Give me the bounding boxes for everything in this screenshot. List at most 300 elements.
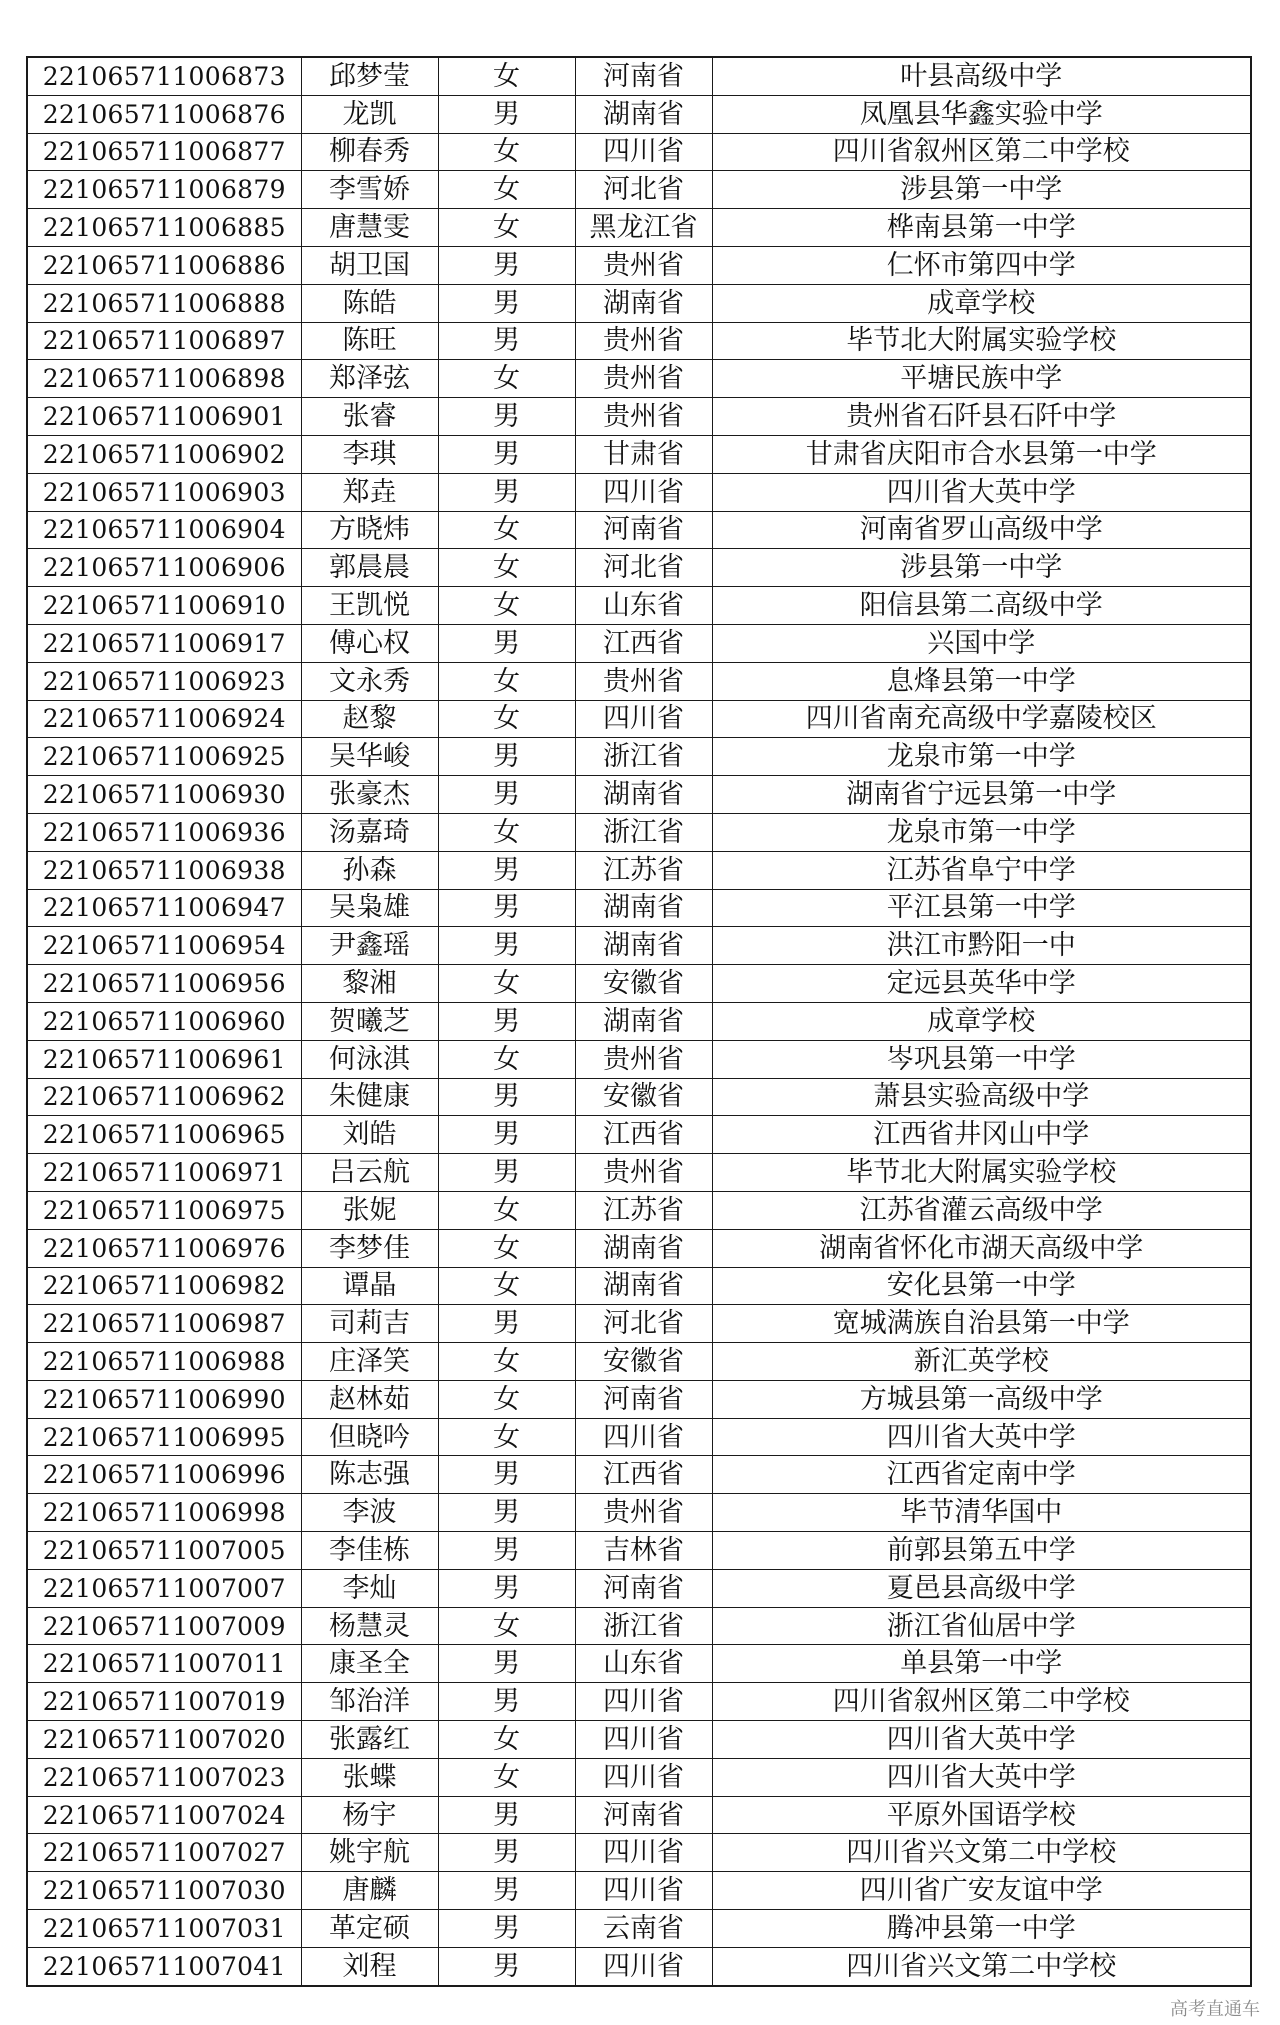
gender-cell: 女 xyxy=(438,662,575,700)
candidate-id-cell: 221065711006938 xyxy=(27,851,301,889)
table-row xyxy=(27,1116,1251,1154)
candidate-id-cell: 221065711006982 xyxy=(27,1267,301,1305)
name-cell: 司莉吉 xyxy=(301,1305,438,1343)
name-cell: 吴枭雄 xyxy=(301,889,438,927)
gender-cell: 女 xyxy=(438,549,575,587)
name-cell: 郑垚 xyxy=(301,473,438,511)
candidate-id-cell: 221065711006988 xyxy=(27,1343,301,1381)
school-cell: 江西省定南中学 xyxy=(712,1456,1251,1494)
name-cell: 陈皓 xyxy=(301,284,438,322)
school-cell: 叶县高级中学 xyxy=(712,57,1251,95)
table-row xyxy=(27,1532,1251,1570)
gender-cell: 女 xyxy=(438,1343,575,1381)
table-row xyxy=(27,1910,1251,1948)
gender-cell: 男 xyxy=(438,1872,575,1910)
province-cell: 贵州省 xyxy=(575,1040,712,1078)
roster-body xyxy=(27,57,1251,1986)
school-cell: 湖南省怀化市湖天高级中学 xyxy=(712,1229,1251,1267)
school-cell: 萧县实验高级中学 xyxy=(712,1078,1251,1116)
province-cell: 河南省 xyxy=(575,511,712,549)
school-cell: 平原外国语学校 xyxy=(712,1796,1251,1834)
table-row xyxy=(27,965,1251,1003)
province-cell: 浙江省 xyxy=(575,813,712,851)
candidate-id-cell: 221065711006976 xyxy=(27,1229,301,1267)
gender-cell: 男 xyxy=(438,246,575,284)
gender-cell: 男 xyxy=(438,1569,575,1607)
province-cell: 浙江省 xyxy=(575,738,712,776)
gender-cell: 男 xyxy=(438,1154,575,1192)
table-row xyxy=(27,511,1251,549)
candidate-id-cell: 221065711006962 xyxy=(27,1078,301,1116)
school-cell: 江苏省阜宁中学 xyxy=(712,851,1251,889)
table-row xyxy=(27,776,1251,814)
table-row xyxy=(27,1645,1251,1683)
school-cell: 仁怀市第四中学 xyxy=(712,246,1251,284)
table-row xyxy=(27,1229,1251,1267)
watermark-text: 高考直通车 xyxy=(1170,1999,1260,2020)
province-cell: 四川省 xyxy=(575,700,712,738)
school-cell: 前郭县第五中学 xyxy=(712,1532,1251,1570)
name-cell: 刘程 xyxy=(301,1947,438,1985)
school-cell: 平塘民族中学 xyxy=(712,360,1251,398)
name-cell: 吕云航 xyxy=(301,1154,438,1192)
table-row xyxy=(27,322,1251,360)
candidate-id-cell: 221065711007031 xyxy=(27,1910,301,1948)
gender-cell: 男 xyxy=(438,624,575,662)
candidate-id-cell: 221065711006903 xyxy=(27,473,301,511)
province-cell: 江苏省 xyxy=(575,851,712,889)
table-row xyxy=(27,473,1251,511)
name-cell: 姚宇航 xyxy=(301,1834,438,1872)
school-cell: 凤凰县华鑫实验中学 xyxy=(712,95,1251,133)
candidate-id-cell: 221065711006873 xyxy=(27,57,301,95)
candidate-id-cell: 221065711006965 xyxy=(27,1116,301,1154)
school-cell: 四川省广安友谊中学 xyxy=(712,1872,1251,1910)
table-row xyxy=(27,1418,1251,1456)
gender-cell: 女 xyxy=(438,171,575,209)
school-cell: 江西省井冈山中学 xyxy=(712,1116,1251,1154)
candidate-id-cell: 221065711007009 xyxy=(27,1607,301,1645)
gender-cell: 男 xyxy=(438,473,575,511)
name-cell: 邱梦莹 xyxy=(301,57,438,95)
school-cell: 阳信县第二高级中学 xyxy=(712,587,1251,625)
table-row xyxy=(27,1569,1251,1607)
table-row xyxy=(27,662,1251,700)
school-cell: 兴国中学 xyxy=(712,624,1251,662)
name-cell: 龙凯 xyxy=(301,95,438,133)
candidate-id-cell: 221065711007011 xyxy=(27,1645,301,1683)
table-row xyxy=(27,1872,1251,1910)
gender-cell: 男 xyxy=(438,322,575,360)
name-cell: 李灿 xyxy=(301,1569,438,1607)
gender-cell: 女 xyxy=(438,965,575,1003)
gender-cell: 男 xyxy=(438,889,575,927)
school-cell: 四川省大英中学 xyxy=(712,473,1251,511)
table-row xyxy=(27,1834,1251,1872)
name-cell: 李梦佳 xyxy=(301,1229,438,1267)
province-cell: 安徽省 xyxy=(575,965,712,1003)
province-cell: 贵州省 xyxy=(575,1154,712,1192)
candidate-id-cell: 221065711006888 xyxy=(27,284,301,322)
province-cell: 四川省 xyxy=(575,1758,712,1796)
name-cell: 胡卫国 xyxy=(301,246,438,284)
gender-cell: 男 xyxy=(438,1796,575,1834)
table-row xyxy=(27,1154,1251,1192)
table-row xyxy=(27,1305,1251,1343)
table-row xyxy=(27,889,1251,927)
name-cell: 张露红 xyxy=(301,1721,438,1759)
gender-cell: 男 xyxy=(438,1910,575,1948)
name-cell: 李琪 xyxy=(301,435,438,473)
candidate-id-cell: 221065711007023 xyxy=(27,1758,301,1796)
table-row xyxy=(27,209,1251,247)
school-cell: 四川省叙州区第二中学校 xyxy=(712,133,1251,171)
province-cell: 黑龙江省 xyxy=(575,209,712,247)
school-cell: 成章学校 xyxy=(712,284,1251,322)
candidate-id-cell: 221065711006930 xyxy=(27,776,301,814)
name-cell: 庄泽笑 xyxy=(301,1343,438,1381)
name-cell: 杨慧灵 xyxy=(301,1607,438,1645)
name-cell: 康圣全 xyxy=(301,1645,438,1683)
name-cell: 黎湘 xyxy=(301,965,438,1003)
name-cell: 傅心权 xyxy=(301,624,438,662)
name-cell: 郭晨晨 xyxy=(301,549,438,587)
province-cell: 贵州省 xyxy=(575,1494,712,1532)
school-cell: 涉县第一中学 xyxy=(712,171,1251,209)
gender-cell: 男 xyxy=(438,738,575,776)
candidate-id-cell: 221065711006917 xyxy=(27,624,301,662)
school-cell: 洪江市黔阳一中 xyxy=(712,927,1251,965)
school-cell: 四川省南充高级中学嘉陵校区 xyxy=(712,700,1251,738)
name-cell: 方晓炜 xyxy=(301,511,438,549)
name-cell: 革定硕 xyxy=(301,1910,438,1948)
name-cell: 张妮 xyxy=(301,1191,438,1229)
name-cell: 尹鑫瑶 xyxy=(301,927,438,965)
table-row xyxy=(27,851,1251,889)
province-cell: 四川省 xyxy=(575,1947,712,1985)
gender-cell: 女 xyxy=(438,1418,575,1456)
name-cell: 唐麟 xyxy=(301,1872,438,1910)
gender-cell: 男 xyxy=(438,1456,575,1494)
name-cell: 谭晶 xyxy=(301,1267,438,1305)
school-cell: 息烽县第一中学 xyxy=(712,662,1251,700)
gender-cell: 男 xyxy=(438,1494,575,1532)
school-cell: 岑巩县第一中学 xyxy=(712,1040,1251,1078)
province-cell: 河南省 xyxy=(575,57,712,95)
gender-cell: 女 xyxy=(438,360,575,398)
name-cell: 吴华峻 xyxy=(301,738,438,776)
school-cell: 四川省兴文第二中学校 xyxy=(712,1834,1251,1872)
province-cell: 江西省 xyxy=(575,624,712,662)
candidate-id-cell: 221065711007020 xyxy=(27,1721,301,1759)
gender-cell: 男 xyxy=(438,1002,575,1040)
school-cell: 平江县第一中学 xyxy=(712,889,1251,927)
candidate-id-cell: 221065711007019 xyxy=(27,1683,301,1721)
candidate-id-cell: 221065711006906 xyxy=(27,549,301,587)
student-roster-table xyxy=(26,56,1252,1987)
gender-cell: 男 xyxy=(438,1305,575,1343)
school-cell: 四川省大英中学 xyxy=(712,1418,1251,1456)
candidate-id-cell: 221065711006954 xyxy=(27,927,301,965)
province-cell: 河北省 xyxy=(575,549,712,587)
candidate-id-cell: 221065711006987 xyxy=(27,1305,301,1343)
candidate-id-cell: 221065711006990 xyxy=(27,1380,301,1418)
school-cell: 毕节北大附属实验学校 xyxy=(712,1154,1251,1192)
province-cell: 河南省 xyxy=(575,1796,712,1834)
table-row xyxy=(27,700,1251,738)
table-row xyxy=(27,1343,1251,1381)
province-cell: 甘肃省 xyxy=(575,435,712,473)
school-cell: 腾冲县第一中学 xyxy=(712,1910,1251,1948)
candidate-id-cell: 221065711006897 xyxy=(27,322,301,360)
table-row xyxy=(27,1721,1251,1759)
gender-cell: 男 xyxy=(438,435,575,473)
gender-cell: 女 xyxy=(438,209,575,247)
candidate-id-cell: 221065711006998 xyxy=(27,1494,301,1532)
school-cell: 涉县第一中学 xyxy=(712,549,1251,587)
table-row xyxy=(27,1191,1251,1229)
candidate-id-cell: 221065711006901 xyxy=(27,398,301,436)
candidate-id-cell: 221065711006879 xyxy=(27,171,301,209)
candidate-id-cell: 221065711006995 xyxy=(27,1418,301,1456)
name-cell: 柳春秀 xyxy=(301,133,438,171)
school-cell: 龙泉市第一中学 xyxy=(712,813,1251,851)
candidate-id-cell: 221065711006898 xyxy=(27,360,301,398)
name-cell: 邹治洋 xyxy=(301,1683,438,1721)
province-cell: 贵州省 xyxy=(575,322,712,360)
name-cell: 张睿 xyxy=(301,398,438,436)
province-cell: 吉林省 xyxy=(575,1532,712,1570)
name-cell: 张蝶 xyxy=(301,1758,438,1796)
gender-cell: 男 xyxy=(438,1645,575,1683)
school-cell: 江苏省灌云高级中学 xyxy=(712,1191,1251,1229)
gender-cell: 女 xyxy=(438,1607,575,1645)
school-cell: 宽城满族自治县第一中学 xyxy=(712,1305,1251,1343)
gender-cell: 男 xyxy=(438,1078,575,1116)
province-cell: 四川省 xyxy=(575,1834,712,1872)
gender-cell: 女 xyxy=(438,1267,575,1305)
province-cell: 河北省 xyxy=(575,1305,712,1343)
school-cell: 浙江省仙居中学 xyxy=(712,1607,1251,1645)
school-cell: 定远县英华中学 xyxy=(712,965,1251,1003)
table-row xyxy=(27,246,1251,284)
province-cell: 湖南省 xyxy=(575,1267,712,1305)
name-cell: 刘皓 xyxy=(301,1116,438,1154)
gender-cell: 女 xyxy=(438,587,575,625)
table-row xyxy=(27,738,1251,776)
candidate-id-cell: 221065711007030 xyxy=(27,1872,301,1910)
school-cell: 甘肃省庆阳市合水县第一中学 xyxy=(712,435,1251,473)
table-row xyxy=(27,1456,1251,1494)
school-cell: 单县第一中学 xyxy=(712,1645,1251,1683)
table-row xyxy=(27,1947,1251,1985)
gender-cell: 女 xyxy=(438,511,575,549)
school-cell: 四川省叙州区第二中学校 xyxy=(712,1683,1251,1721)
candidate-id-cell: 221065711006996 xyxy=(27,1456,301,1494)
gender-cell: 男 xyxy=(438,851,575,889)
name-cell: 孙森 xyxy=(301,851,438,889)
province-cell: 四川省 xyxy=(575,133,712,171)
school-cell: 四川省大英中学 xyxy=(712,1758,1251,1796)
table-row xyxy=(27,171,1251,209)
school-cell: 四川省大英中学 xyxy=(712,1721,1251,1759)
candidate-id-cell: 221065711006910 xyxy=(27,587,301,625)
gender-cell: 女 xyxy=(438,1721,575,1759)
province-cell: 贵州省 xyxy=(575,398,712,436)
gender-cell: 男 xyxy=(438,398,575,436)
candidate-id-cell: 221065711006902 xyxy=(27,435,301,473)
candidate-id-cell: 221065711006886 xyxy=(27,246,301,284)
school-cell: 新汇英学校 xyxy=(712,1343,1251,1381)
name-cell: 李雪娇 xyxy=(301,171,438,209)
school-cell: 四川省兴文第二中学校 xyxy=(712,1947,1251,1985)
province-cell: 江苏省 xyxy=(575,1191,712,1229)
province-cell: 湖南省 xyxy=(575,1002,712,1040)
province-cell: 湖南省 xyxy=(575,889,712,927)
province-cell: 江西省 xyxy=(575,1116,712,1154)
name-cell: 杨宇 xyxy=(301,1796,438,1834)
gender-cell: 女 xyxy=(438,1040,575,1078)
gender-cell: 女 xyxy=(438,1191,575,1229)
name-cell: 李佳栋 xyxy=(301,1532,438,1570)
candidate-id-cell: 221065711006925 xyxy=(27,738,301,776)
province-cell: 贵州省 xyxy=(575,360,712,398)
province-cell: 山东省 xyxy=(575,1645,712,1683)
gender-cell: 男 xyxy=(438,1116,575,1154)
province-cell: 江西省 xyxy=(575,1456,712,1494)
province-cell: 安徽省 xyxy=(575,1078,712,1116)
candidate-id-cell: 221065711006877 xyxy=(27,133,301,171)
gender-cell: 男 xyxy=(438,1532,575,1570)
province-cell: 河北省 xyxy=(575,171,712,209)
gender-cell: 女 xyxy=(438,700,575,738)
table-row xyxy=(27,1267,1251,1305)
school-cell: 毕节清华国中 xyxy=(712,1494,1251,1532)
gender-cell: 男 xyxy=(438,776,575,814)
candidate-id-cell: 221065711006971 xyxy=(27,1154,301,1192)
name-cell: 但晓吟 xyxy=(301,1418,438,1456)
province-cell: 湖南省 xyxy=(575,1229,712,1267)
name-cell: 李波 xyxy=(301,1494,438,1532)
province-cell: 河南省 xyxy=(575,1380,712,1418)
name-cell: 陈旺 xyxy=(301,322,438,360)
school-cell: 桦南县第一中学 xyxy=(712,209,1251,247)
candidate-id-cell: 221065711006961 xyxy=(27,1040,301,1078)
candidate-id-cell: 221065711007007 xyxy=(27,1569,301,1607)
table-row xyxy=(27,624,1251,662)
name-cell: 文永秀 xyxy=(301,662,438,700)
school-cell: 毕节北大附属实验学校 xyxy=(712,322,1251,360)
school-cell: 成章学校 xyxy=(712,1002,1251,1040)
table-row xyxy=(27,1078,1251,1116)
table-row xyxy=(27,549,1251,587)
gender-cell: 女 xyxy=(438,813,575,851)
province-cell: 湖南省 xyxy=(575,284,712,322)
table-row xyxy=(27,587,1251,625)
gender-cell: 男 xyxy=(438,95,575,133)
gender-cell: 女 xyxy=(438,133,575,171)
gender-cell: 女 xyxy=(438,1758,575,1796)
gender-cell: 男 xyxy=(438,927,575,965)
name-cell: 赵黎 xyxy=(301,700,438,738)
table-row xyxy=(27,1002,1251,1040)
province-cell: 浙江省 xyxy=(575,1607,712,1645)
province-cell: 四川省 xyxy=(575,1418,712,1456)
candidate-id-cell: 221065711006956 xyxy=(27,965,301,1003)
name-cell: 王凯悦 xyxy=(301,587,438,625)
school-cell: 龙泉市第一中学 xyxy=(712,738,1251,776)
table-row xyxy=(27,1607,1251,1645)
table-row xyxy=(27,133,1251,171)
table-row xyxy=(27,360,1251,398)
gender-cell: 男 xyxy=(438,1683,575,1721)
candidate-id-cell: 221065711006960 xyxy=(27,1002,301,1040)
gender-cell: 女 xyxy=(438,57,575,95)
school-cell: 夏邑县高级中学 xyxy=(712,1569,1251,1607)
name-cell: 赵林茹 xyxy=(301,1380,438,1418)
name-cell: 郑泽弦 xyxy=(301,360,438,398)
school-cell: 方城县第一高级中学 xyxy=(712,1380,1251,1418)
province-cell: 四川省 xyxy=(575,1683,712,1721)
table-row xyxy=(27,1040,1251,1078)
table-row xyxy=(27,1380,1251,1418)
province-cell: 云南省 xyxy=(575,1910,712,1948)
gender-cell: 男 xyxy=(438,284,575,322)
school-cell: 贵州省石阡县石阡中学 xyxy=(712,398,1251,436)
name-cell: 贺曦芝 xyxy=(301,1002,438,1040)
candidate-id-cell: 221065711007027 xyxy=(27,1834,301,1872)
candidate-id-cell: 221065711006936 xyxy=(27,813,301,851)
province-cell: 湖南省 xyxy=(575,776,712,814)
school-cell: 湖南省宁远县第一中学 xyxy=(712,776,1251,814)
province-cell: 贵州省 xyxy=(575,662,712,700)
school-cell: 安化县第一中学 xyxy=(712,1267,1251,1305)
candidate-id-cell: 221065711006924 xyxy=(27,700,301,738)
gender-cell: 男 xyxy=(438,1947,575,1985)
province-cell: 河南省 xyxy=(575,1569,712,1607)
candidate-id-cell: 221065711007024 xyxy=(27,1796,301,1834)
province-cell: 湖南省 xyxy=(575,95,712,133)
table-row xyxy=(27,1758,1251,1796)
table-row xyxy=(27,1683,1251,1721)
table-row xyxy=(27,1796,1251,1834)
name-cell: 汤嘉琦 xyxy=(301,813,438,851)
candidate-id-cell: 221065711006923 xyxy=(27,662,301,700)
name-cell: 陈志强 xyxy=(301,1456,438,1494)
candidate-id-cell: 221065711006885 xyxy=(27,209,301,247)
gender-cell: 女 xyxy=(438,1229,575,1267)
candidate-id-cell: 221065711007041 xyxy=(27,1947,301,1985)
name-cell: 张豪杰 xyxy=(301,776,438,814)
table-row xyxy=(27,927,1251,965)
province-cell: 贵州省 xyxy=(575,246,712,284)
province-cell: 湖南省 xyxy=(575,927,712,965)
province-cell: 山东省 xyxy=(575,587,712,625)
candidate-id-cell: 221065711006975 xyxy=(27,1191,301,1229)
candidate-id-cell: 221065711006876 xyxy=(27,95,301,133)
name-cell: 何泳淇 xyxy=(301,1040,438,1078)
gender-cell: 女 xyxy=(438,1380,575,1418)
table-row xyxy=(27,284,1251,322)
table-row xyxy=(27,398,1251,436)
candidate-id-cell: 221065711006904 xyxy=(27,511,301,549)
table-row xyxy=(27,57,1251,95)
table-row xyxy=(27,1494,1251,1532)
gender-cell: 男 xyxy=(438,1834,575,1872)
province-cell: 安徽省 xyxy=(575,1343,712,1381)
school-cell: 河南省罗山高级中学 xyxy=(712,511,1251,549)
candidate-id-cell: 221065711007005 xyxy=(27,1532,301,1570)
